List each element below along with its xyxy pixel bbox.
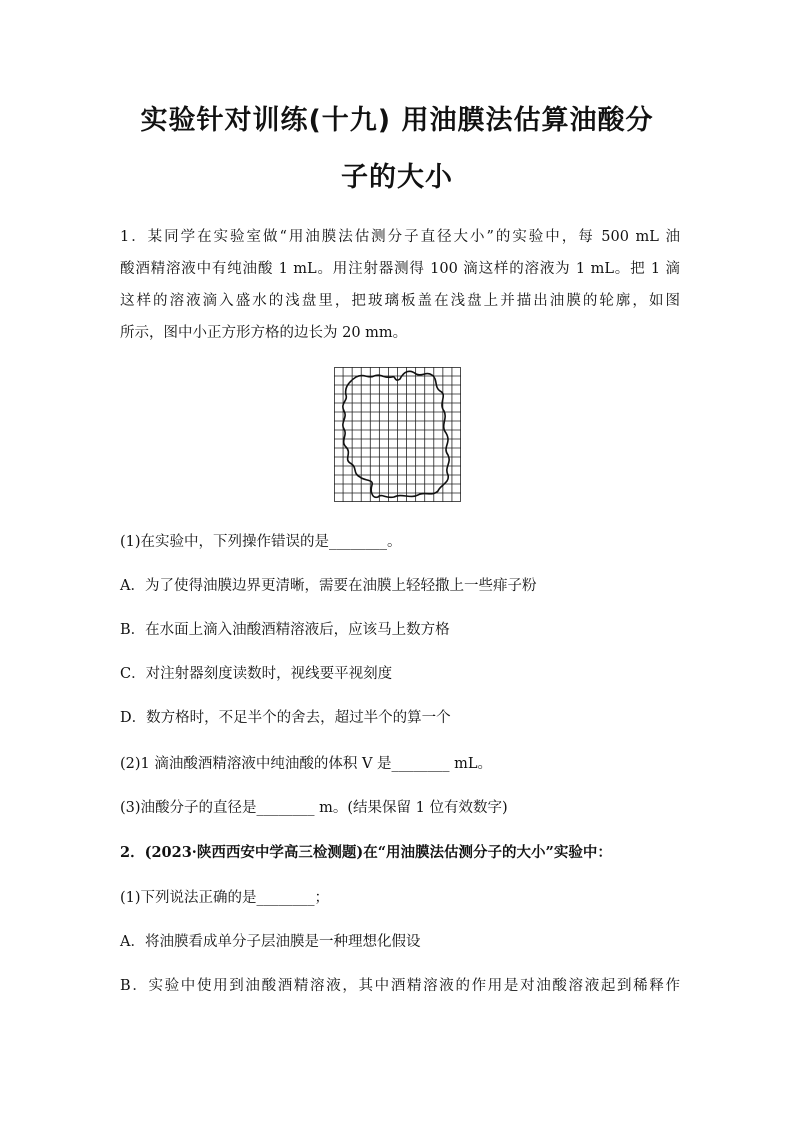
q1-sub-question-3: (3)油酸分子的直径是________ m。(结果保留 1 位有效数字) — [120, 800, 508, 816]
q1-sub-question-1: (1)在实验中，下列操作错误的是________。 — [120, 534, 402, 550]
q1-sub-question-2: (2)1 滴油酸酒精溶液中纯油酸的体积 V 是________ mL。 — [120, 756, 493, 772]
q1-stem-line-3: 这样的溶液滴入盛水的浅盘里，把玻璃板盖在浅盘上并描出油膜的轮廓，如图 — [120, 293, 680, 309]
q2-stem: 2．(2023·陕西西安中学高三检测题)在“用油膜法估测分子的大小”实验中： — [120, 844, 612, 861]
oil-film-outline — [343, 371, 449, 497]
q1-option-c: C．对注射器刻度读数时，视线要平视刻度 — [120, 666, 393, 682]
q2-option-a: A．将油膜看成单分子层油膜是一种理想化假设 — [120, 934, 421, 950]
q1-option-b: B．在水面上滴入油酸酒精溶液后，应该马上数方格 — [120, 622, 450, 638]
page-title-line-2: 子的大小 — [341, 162, 453, 193]
q1-stem-line-4: 所示，图中小正方形方格的边长为 20 mm。 — [120, 325, 408, 341]
q1-option-d: D．数方格时，不足半个的舍去，超过半个的算一个 — [120, 710, 451, 726]
q2-option-b: B．实验中使用到油酸酒精溶液，其中酒精溶液的作用是对油酸溶液起到稀释作 — [120, 978, 680, 994]
q1-option-a: A．为了使得油膜边界更清晰，需要在油膜上轻轻撒上一些痱子粉 — [120, 578, 537, 594]
q2-sub-question-1: (1)下列说法正确的是________； — [120, 890, 330, 906]
page-title-line-1: 实验针对训练(十九) 用油膜法估算油酸分 — [140, 105, 654, 136]
grid — [334, 367, 461, 502]
q1-stem-line-2: 酸酒精溶液中有纯油酸 1 mL。用注射器测得 100 滴这样的溶液为 1 mL。把 1 滴 — [120, 261, 680, 277]
oil-film-grid-figure — [334, 367, 461, 502]
q1-stem-line-1: 1．某同学在实验室做“用油膜法估测分子直径大小”的实验中，每 500 mL 油 — [120, 229, 680, 245]
